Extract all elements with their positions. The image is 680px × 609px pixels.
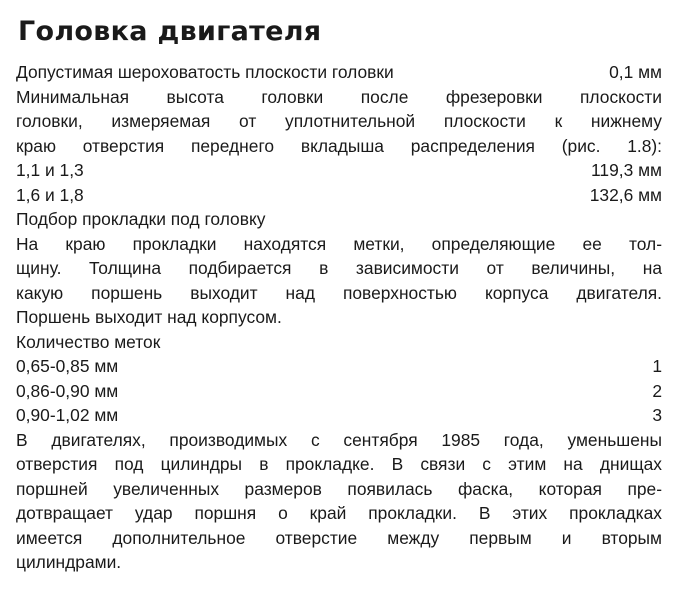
note-text-line-1: В двигателях, производимых с сентября 1985 года, уменьшены xyxy=(16,429,662,450)
min-height-row-value: 119,3 мм xyxy=(591,160,662,180)
gasket-text-line-3: какую поршень выходит над поверхностью корпуса двигателя. xyxy=(16,282,662,303)
gasket-heading: Подбор прокладки под головку xyxy=(16,209,266,229)
min-height-row-label: 1,1 и 1,3 xyxy=(16,160,84,180)
gasket-text-line-1: На краю прокладки находятся метки, определяющие ее тол- xyxy=(16,233,662,254)
marks-row xyxy=(16,379,662,404)
marks-row-label: 0,90-1,02 мм xyxy=(16,405,119,425)
marks-row-value: 3 xyxy=(652,405,662,425)
note-text-line-2: отверстия под цилиндры в прокладке. В связи с этим на днищах xyxy=(16,454,662,474)
note-text-line-6: цилиндрами. xyxy=(16,552,122,572)
min-height-text-line-2: головки, измеряемая от уплотнительной плоскости к нижнему xyxy=(16,111,662,131)
gasket-text-line-4: Поршень выходит над корпусом. xyxy=(16,307,282,327)
roughness-value: 0,1 мм xyxy=(609,62,662,82)
marks-row-label: 0,86-0,90 мм xyxy=(16,380,119,401)
marks-row xyxy=(16,354,662,379)
note-text-line-5: имеется дополнительное отверстие между первым и вторым xyxy=(16,527,662,548)
marks-row xyxy=(16,403,662,428)
note-text-line-3: поршней увеличенных размеров появилась фаска, которая пре- xyxy=(16,478,662,499)
roughness-row xyxy=(16,60,662,85)
gasket-text-line-2: щину. Толщина подбирается в зависимости от величины, на xyxy=(16,258,662,278)
marks-row-value: 2 xyxy=(652,380,662,401)
min-height-row xyxy=(16,183,662,208)
min-height-text-line-3: краю отверстия переднего вкладыша распределения (рис. 1.8): xyxy=(16,135,662,156)
marks-row-value: 1 xyxy=(652,356,662,376)
marks-row-label: 0,65-0,85 мм xyxy=(16,356,119,376)
min-height-row-value: 132,6 мм xyxy=(589,184,662,205)
min-height-text-line-1: Минимальная высота головки после фрезеровки плоскости xyxy=(16,86,662,107)
min-height-row-label: 1,6 и 1,8 xyxy=(16,184,84,205)
marks-heading: Количество меток xyxy=(16,331,161,352)
section-title: Головка двигателя xyxy=(18,16,322,47)
min-height-row xyxy=(16,158,662,183)
note-text-line-4: дотвращает удар поршня о край прокладки. В этих прокладках xyxy=(16,503,662,523)
roughness-label: Допустимая шероховатость плоскости головки xyxy=(16,62,394,82)
